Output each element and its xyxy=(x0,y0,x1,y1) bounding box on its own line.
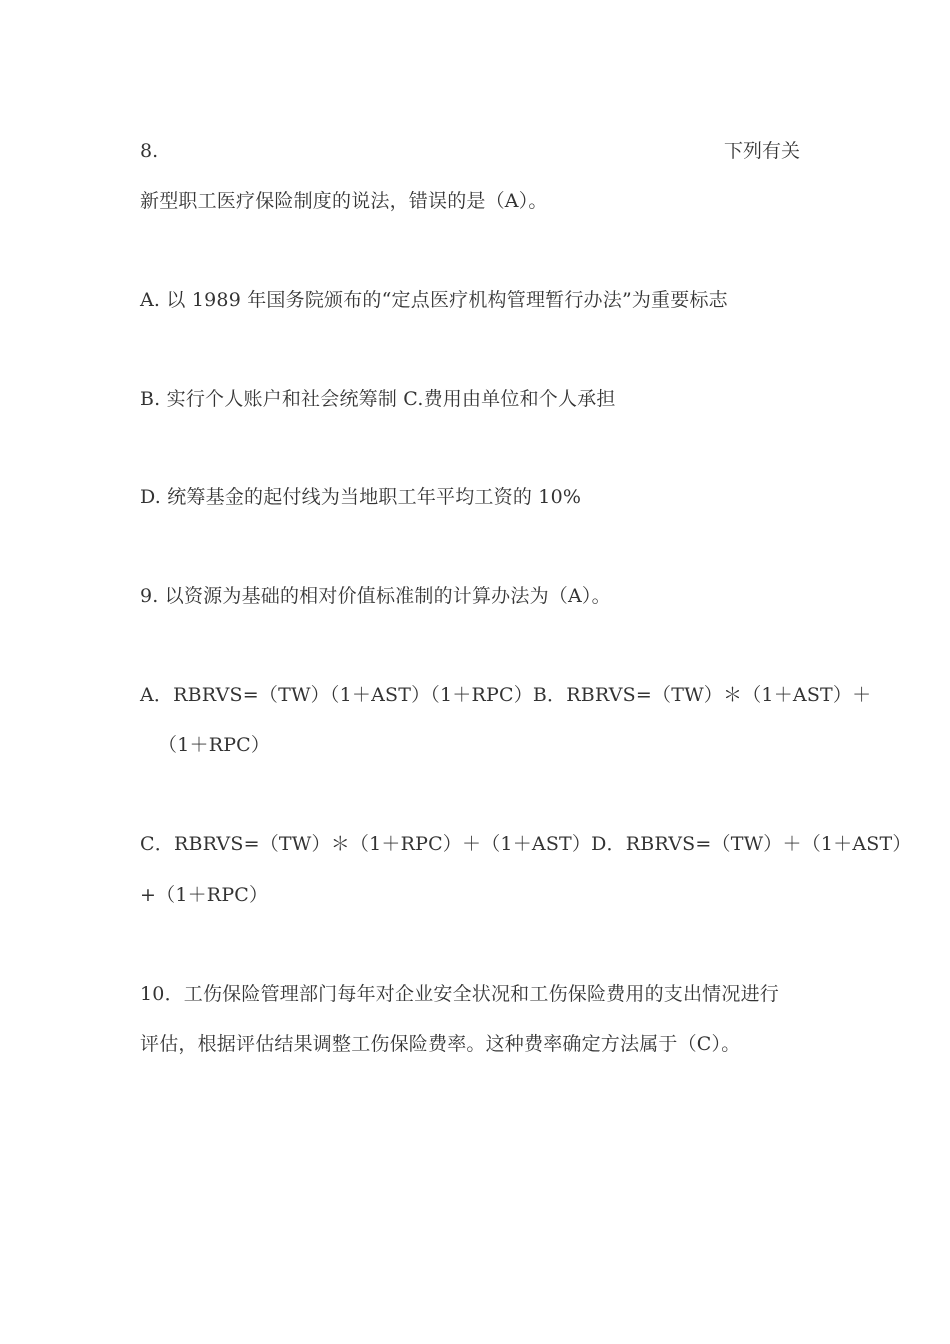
question-10-stem-line2: 评估，根据评估结果调整工伤保险费率。这种费率确定方法属于（C）。 xyxy=(140,1033,741,1055)
question-9-option-c-d-line1: C．RBRVS=（TW）＊（1＋RPC）＋（1＋AST）D．RBRVS=（TW）＋（1＋AST） xyxy=(140,833,912,855)
question-8-number: 8. xyxy=(140,140,159,162)
question-9-option-a-b-line2: （1＋RPC） xyxy=(158,734,271,756)
question-8-option-b-c: B. 实行个人账户和社会统筹制 C.费用由单位和个人承担 xyxy=(140,388,616,410)
question-10-stem-line1: 10．工伤保险管理部门每年对企业安全状况和工伤保险费用的支出情况进行 xyxy=(140,983,779,1005)
question-9-option-c-d-line2: +（1＋RPC） xyxy=(140,884,269,906)
question-8-stem-line1 xyxy=(140,142,800,161)
question-8-option-a: A. 以 1989 年国务院颁布的“定点医疗机构管理暂行办法”为重要标志 xyxy=(140,289,728,311)
question-9-option-a-b-line1: A．RBRVS=（TW）（1＋AST）（1＋RPC）B．RBRVS=（TW）＊（1＋AST）＋ xyxy=(140,684,872,706)
question-8-stem-end: 下列有关 xyxy=(723,140,800,162)
question-9-stem: 9. 以资源为基础的相对价值标准制的计算办法为（A）。 xyxy=(140,585,611,607)
question-8-option-d: D. 统筹基金的起付线为当地职工年平均工资的 10% xyxy=(140,486,582,508)
question-8-stem-line2: 新型职工医疗保险制度的说法，错误的是（A）。 xyxy=(140,190,548,212)
